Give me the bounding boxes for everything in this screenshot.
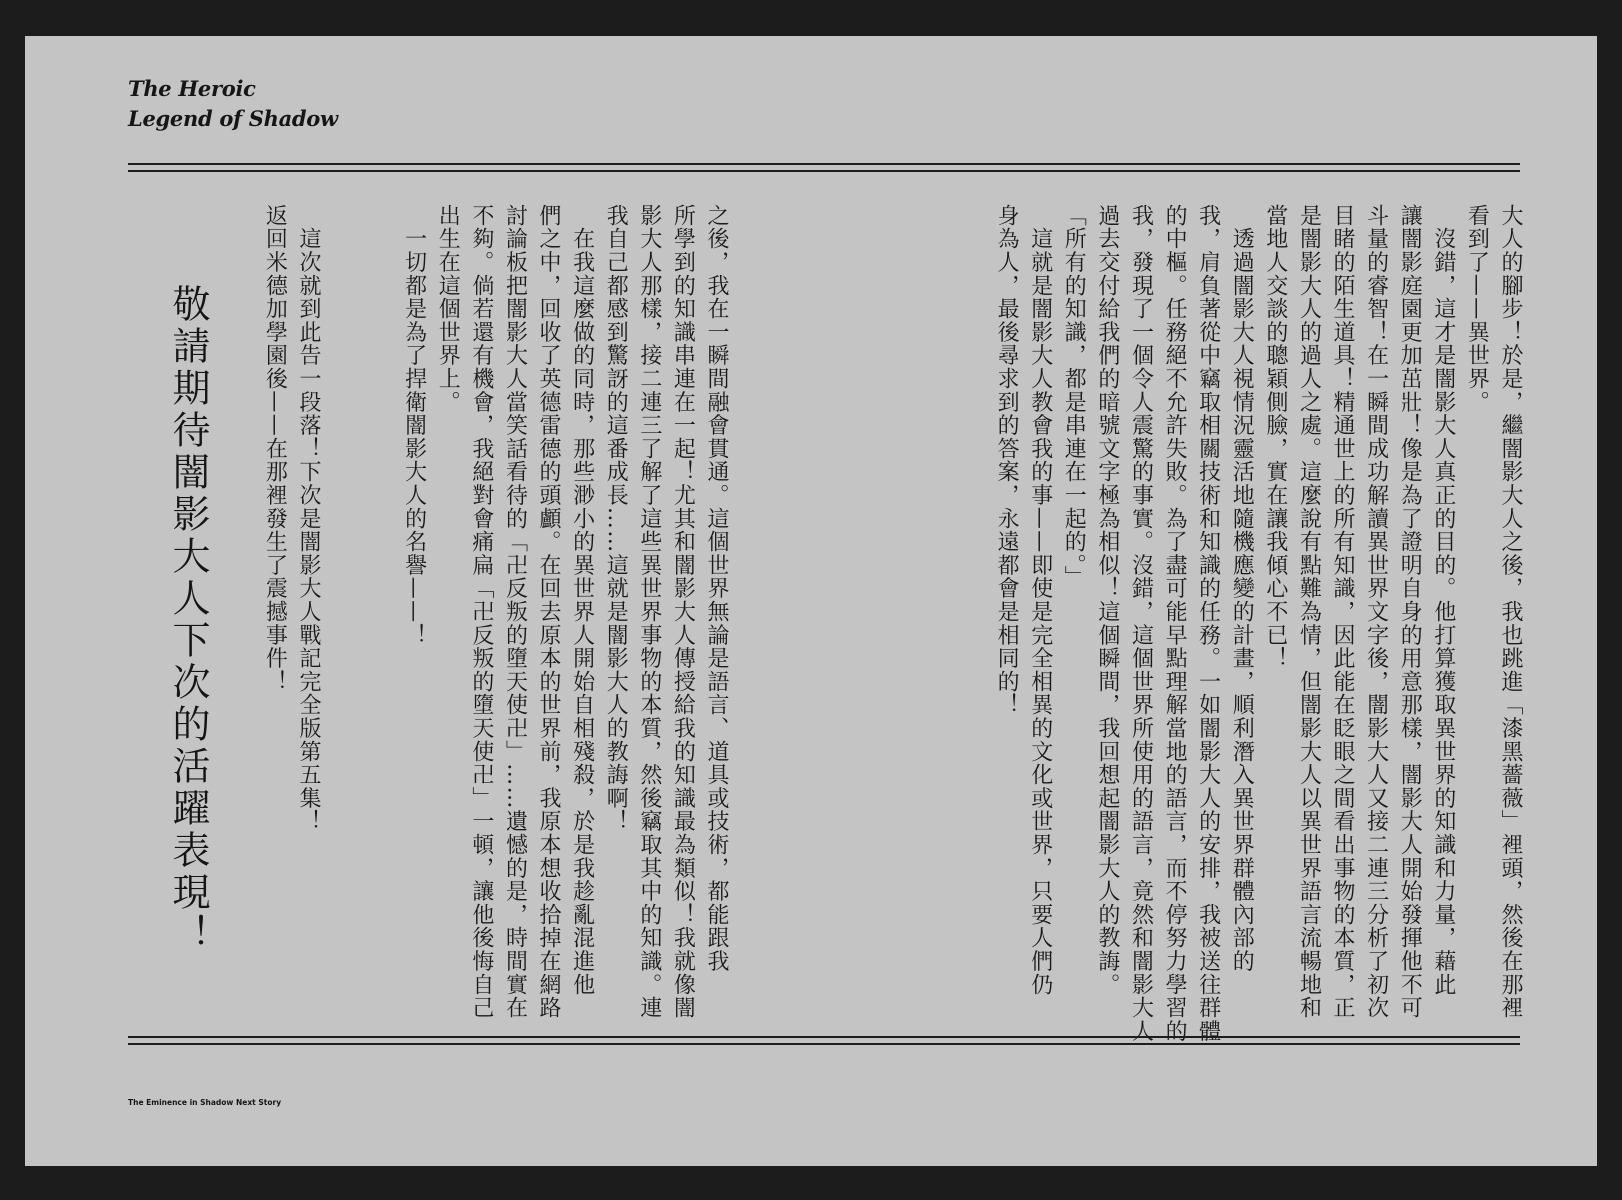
next-issue-headline: 敬請期待闇影大人下次的活躍表現！ (166, 284, 210, 956)
brand-title (128, 74, 338, 134)
text-line: 討論板把闇影大人當笑話看待的「卍反叛的墮天使卍」……遺憾的是，時間實在 (502, 204, 528, 1020)
text-line: 目睹的陌生道具！精通世上的所有知識，因此能在眨眼之間看出事物的本質，正 (1330, 204, 1356, 1020)
text-line: 我，肩負著從中竊取相關技術和知識的任務。一如闇影大人的安排，我被送往群體 (1195, 204, 1221, 1043)
text-line: 我自己都感到驚訝的這番成長……這就是闇影大人的教誨啊！ (603, 204, 629, 834)
text-line: 身為人，最後尋求到的答案，永遠都會是相同的！ (994, 204, 1020, 717)
text-line: 影大人那樣，接二連三了解了這些異世界事物的本質，然後竊取其中的知識。連 (636, 204, 662, 1020)
text-line: 在我這麼做的同時，那些渺小的異世界人開始自相殘殺，於是我趁亂混進他 (569, 204, 595, 997)
text-line: 「所有的知識，都是串連在一起的。」 (1061, 204, 1087, 590)
top-double-rule (128, 163, 1520, 172)
note-line: 這次就到此告一段落！下次是闇影大人戰記完全版第五集！ (296, 204, 321, 834)
text-line: 不夠。倘若還有機會，我絕對會痛扁「卍反叛的墮天使卍」一頓，讓他後悔自己 (468, 204, 494, 1020)
text-line: 讓闇影庭園更加茁壯！像是為了證明自身的用意那樣，闇影大人開始發揮他不可 (1397, 204, 1423, 1020)
text-line: 的中樞。任務絕不允許失敗。為了盡可能早點理解當地的語言，而不停努力學習的 (1162, 204, 1188, 1043)
brand-title-line2: Legend of Shadow (128, 106, 338, 131)
text-line: 們之中，回收了英德雷德的頭顱。在回去原本的世界前，我原本想收拾掉在網路 (536, 204, 562, 1020)
text-line: 沒錯，這才是闇影大人真正的目的。他打算獲取異世界的知識和力量，藉此 (1430, 204, 1456, 997)
note-line: 返回米德加學園後——在那裡發生了震撼事件！ (262, 204, 288, 694)
next-issue-note (241, 204, 325, 1024)
text-line: 之後，我在一瞬間融會貫通。這個世界無論是語言、道具或技術，都能跟我 (704, 204, 729, 973)
right-text-column (967, 204, 1527, 1043)
text-line: 這就是闇影大人教會我的事——即使是完全相異的文化或世界，只要人們仍 (1027, 204, 1053, 997)
left-text-column (353, 204, 733, 1024)
magazine-page (25, 36, 1597, 1166)
text-line: 我，發現了一個令人震驚的事實。沒錯，這個世界所使用的語言，竟然和闇影大人 (1128, 204, 1154, 1043)
text-line: 透過闇影大人視情況靈活地隨機應變的計畫，順利潛入異世界群體內部的 (1229, 204, 1255, 973)
text-line: 所學到的知識串連在一起！尤其和闇影大人傳授給我的知識最為類似！我就像闇 (670, 204, 696, 1020)
text-line: 一切都是為了捍衛闇影大人的名譽——！ (401, 204, 427, 647)
text-line: 是闇影大人的過人之處。這麼說有點難為情，但闇影大人以異世界語言流暢地和 (1296, 204, 1322, 1020)
text-line: 出生在這個世界上。 (435, 204, 461, 414)
footer-caption: The Eminence in Shadow Next Story (128, 1098, 282, 1107)
bottom-double-rule (128, 1036, 1520, 1045)
brand-title-line1: The Heroic (128, 76, 256, 101)
text-line: 看到了——異世界。 (1464, 204, 1490, 414)
text-line: 當地人交談的聰穎側臉，實在讓我傾心不已！ (1262, 204, 1288, 670)
text-line: 大人的腳步！於是，繼闇影大人之後，我也跳進「漆黑薔薇」裡頭，然後在那裡 (1498, 204, 1523, 1020)
text-line: 斗量的睿智！在一瞬間成功解讀異世界文字後，闇影大人又接二連三分析了初次 (1363, 204, 1389, 1020)
text-line: 過去交付給我們的暗號文字極為相似！這個瞬間，我回想起闇影大人的教誨。 (1094, 204, 1120, 997)
